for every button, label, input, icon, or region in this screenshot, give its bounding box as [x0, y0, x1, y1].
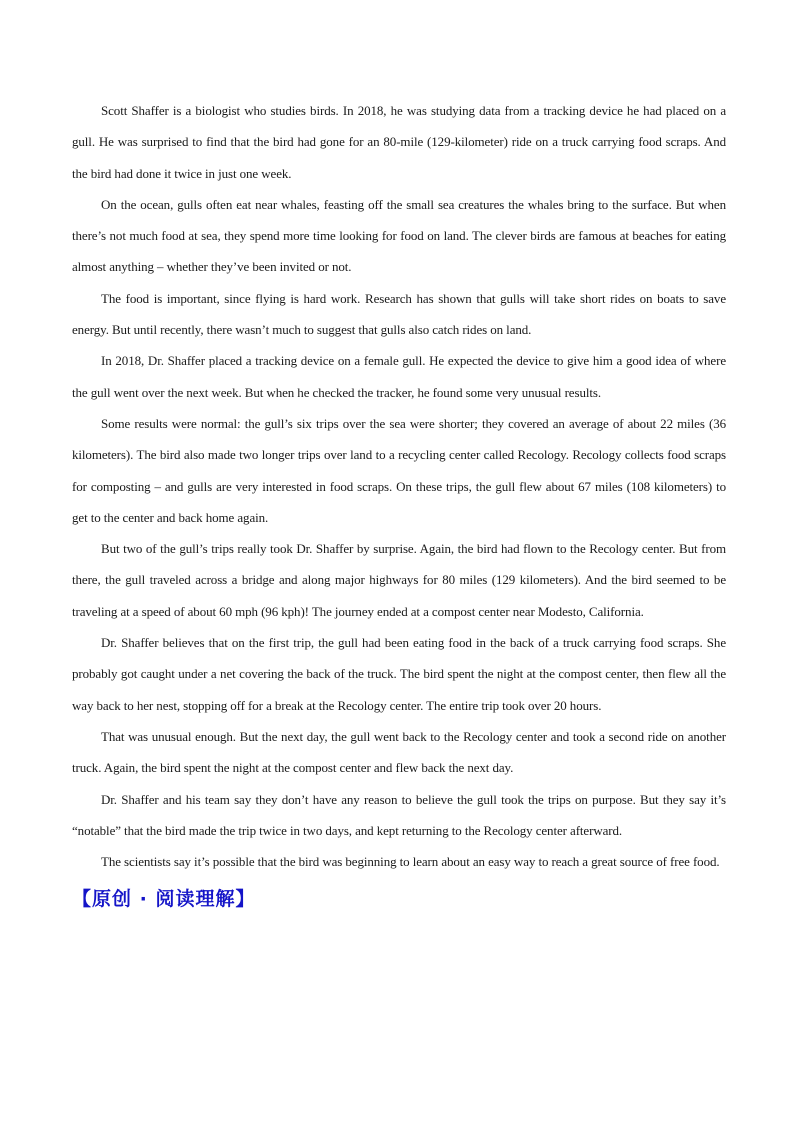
paragraph-6: But two of the gull’s trips really took Dr. Shaffer by surprise. Again, the bird had flown to the Recology center. But from there, the gull traveled across a bridge and along major highways for 80 miles (129 kilometers). And the bird seemed to be traveling at a speed of about 60 mph (96 kph)! The journey ended at a compost center near Modesto, California. — [72, 541, 726, 619]
paragraph-8: That was unusual enough. But the next day, the gull went back to the Recology center and took a second ride on another truck. Again, the bird spent the night at the compost center and flew back the next day. — [72, 728, 726, 776]
document-page — [72, 95, 726, 914]
paragraph-5: Some results were normal: the gull’s six trips over the sea were shorter; they covered an average of about 22 miles (36 kilometers). The bird also made two longer trips over land to a recycling center called Recology. Recology collects food scraps for composting – and gulls are very interested in food scraps. On these trips, the gull flew about 67 miles (108 kilometers) to get to the center and back home again. — [72, 415, 726, 525]
paragraph-1: Scott Shaffer is a biologist who studies birds. In 2018, he was studying data from a tracking device he had placed on a gull. He was surprised to find that the bird had gone for an 80-mile (129-kilometer) ride on a truck carrying food scraps. And the bird had done it twice in just one week. — [72, 103, 726, 181]
section-heading — [72, 884, 726, 914]
paragraph-10: The scientists say it’s possible that the bird was beginning to learn about an easy way to reach a great source of free food. — [101, 854, 720, 870]
section-heading-open-bracket: 【 — [72, 888, 93, 911]
paragraph-9: Dr. Shaffer and his team say they don’t have any reason to believe the gull took the trips on purpose. But they say it’s “notable” that the bird made the trip twice in two days, and kept returning to the Recology center afterward. — [72, 791, 726, 838]
section-heading-close-bracket: 】 — [235, 888, 256, 911]
section-heading-text: 原创 · 阅读理解 — [92, 888, 236, 911]
paragraph-4: In 2018, Dr. Shaffer placed a tracking device on a female gull. He expected the device to give him a good idea of where the gull went over the next week. But when he checked the tracker, he found some very unusual results. — [72, 353, 726, 400]
paragraph-2: On the ocean, gulls often eat near whales, feasting off the small sea creatures the whales bring to the surface. But when there’s not much food at sea, they spend more time looking for food on land. The clever birds are famous at beaches for eating almost anything – whether they’ve been invited or not. — [72, 196, 726, 275]
article-body — [72, 95, 726, 877]
paragraph-3: The food is important, since flying is hard work. Research has shown that gulls will take short rides on boats to save energy. But until recently, there wasn’t much to suggest that gulls also catch rides on land. — [72, 290, 726, 338]
paragraph-7: Dr. Shaffer believes that on the first trip, the gull had been eating food in the back of a truck carrying food scraps. She probably got caught under a net covering the back of the truck. The bird spent the night at the compost center, then flew all the way back to her nest, stopping off for a break at the Recology center. The entire trip took over 20 hours. — [72, 635, 726, 713]
